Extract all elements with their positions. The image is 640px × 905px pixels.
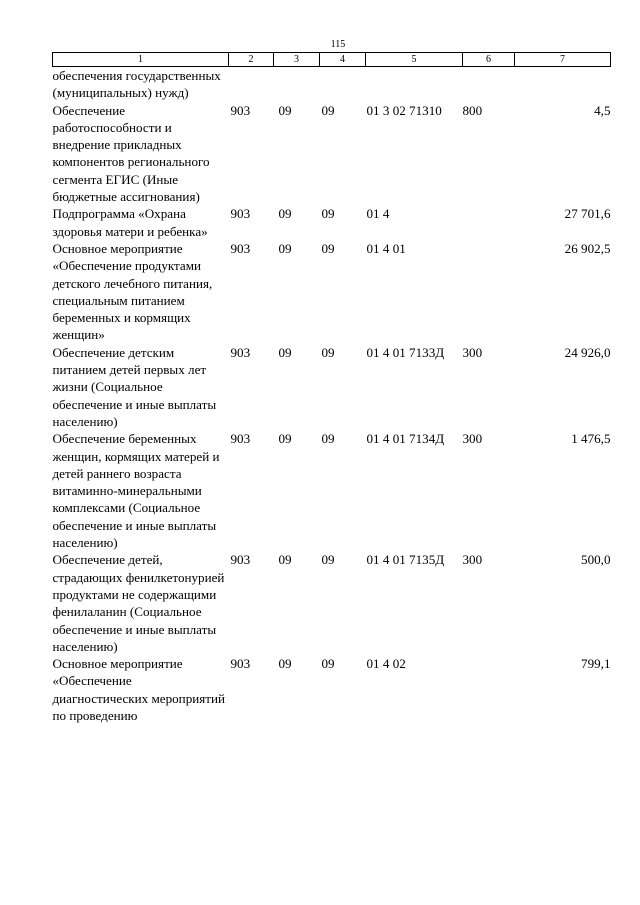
expense-type-code xyxy=(463,67,515,102)
column-header: 2 xyxy=(229,53,274,67)
subsection-code: 09 xyxy=(321,206,335,222)
expense-type-code: 300 xyxy=(462,431,483,447)
expense-type-code: 300 xyxy=(462,344,483,360)
expense-type-code: 300 xyxy=(462,552,483,568)
ministry-code: 903 xyxy=(230,206,251,222)
expense-type-code xyxy=(463,205,515,240)
amount: 4,5 xyxy=(594,102,611,118)
row-name: Подпрограмма «Охрана здоровья матери и ребенка» xyxy=(52,206,208,239)
section-code: 09 xyxy=(278,240,292,256)
amount: 26 902,5 xyxy=(564,240,611,256)
target-article-code: 01 4 01 7135Д xyxy=(366,552,445,568)
target-article-code: 01 4 02 xyxy=(366,656,406,672)
subsection-code: 09 xyxy=(321,240,335,256)
amount: 24 926,0 xyxy=(564,344,611,360)
table-row xyxy=(53,102,611,206)
column-header: 5 xyxy=(366,53,463,67)
amount: 799,1 xyxy=(581,656,611,672)
amount xyxy=(515,67,611,102)
amount: 500,0 xyxy=(581,552,611,568)
row-name: Основное мероприятие «Обеспечение диагностических мероприятий по проведению xyxy=(52,656,226,723)
target-article-code: 01 4 xyxy=(366,206,390,222)
subsection-code: 09 xyxy=(321,431,335,447)
target-article-code: 01 4 01 7133Д xyxy=(366,344,445,360)
row-name: Обеспечение работоспособности и внедрение прикладных компонентов регионального сегмента ЕГИС (Иные бюджетные ассигнования) xyxy=(52,102,210,205)
page-number: 115 xyxy=(330,39,346,50)
column-number-header xyxy=(53,53,611,67)
subsection-code: 09 xyxy=(321,656,335,672)
table-row xyxy=(53,430,611,551)
row-name: обеспечения государственных (муниципальных) нужд) xyxy=(52,68,221,101)
ministry-code: 903 xyxy=(230,240,251,256)
column-header: 3 xyxy=(274,53,320,67)
budget-table xyxy=(52,52,611,724)
subsection-code: 09 xyxy=(321,102,335,118)
column-header: 4 xyxy=(320,53,366,67)
table-row xyxy=(53,655,611,724)
column-header: 6 xyxy=(463,53,515,67)
ministry-code: 903 xyxy=(230,656,251,672)
ministry-code: 903 xyxy=(230,431,251,447)
section-code: 09 xyxy=(278,102,292,118)
section-code: 09 xyxy=(278,656,292,672)
target-article-code: 01 4 01 7134Д xyxy=(366,431,445,447)
subsection-code xyxy=(320,67,366,102)
row-name: Обеспечение беременных женщин, кормящих матерей и детей раннего возраста витаминно-минеральными комплексами (Социальное обеспечение и иные выплаты населению) xyxy=(52,431,220,551)
column-header: 1 xyxy=(53,53,229,67)
section-code: 09 xyxy=(278,206,292,222)
target-article-code: 01 4 01 xyxy=(366,240,406,256)
table-row xyxy=(53,344,611,430)
section-code xyxy=(274,67,320,102)
section-code: 09 xyxy=(278,431,292,447)
table-row xyxy=(53,551,611,655)
ministry-code: 903 xyxy=(230,102,251,118)
subsection-code: 09 xyxy=(321,344,335,360)
row-name: Обеспечение детей, страдающих фенилкетонурией продуктами не содержащими фенилаланин (Социальное обеспечение и иные выплаты населению) xyxy=(52,552,225,654)
amount: 1 476,5 xyxy=(571,431,611,447)
expense-type-code xyxy=(463,240,515,344)
expense-type-code: 800 xyxy=(462,102,483,118)
column-header: 7 xyxy=(515,53,611,67)
row-name: Основное мероприятие «Обеспечение продуктами детского лечебного питания, специальным питанием беременных и кормящих женщин» xyxy=(52,240,213,343)
target-article-code xyxy=(366,67,463,102)
table-row xyxy=(53,205,611,240)
amount: 27 701,6 xyxy=(564,206,611,222)
expense-type-code xyxy=(463,655,515,724)
table-row xyxy=(53,67,611,102)
target-article-code: 01 3 02 71310 xyxy=(366,102,442,118)
subsection-code: 09 xyxy=(321,552,335,568)
ministry-code xyxy=(229,67,274,102)
ministry-code: 903 xyxy=(230,552,251,568)
section-code: 09 xyxy=(278,552,292,568)
row-name: Обеспечение детским питанием детей первых лет жизни (Социальное обеспечение и иные выплаты населению) xyxy=(52,344,217,429)
table-row xyxy=(53,240,611,344)
section-code: 09 xyxy=(278,344,292,360)
ministry-code: 903 xyxy=(230,344,251,360)
